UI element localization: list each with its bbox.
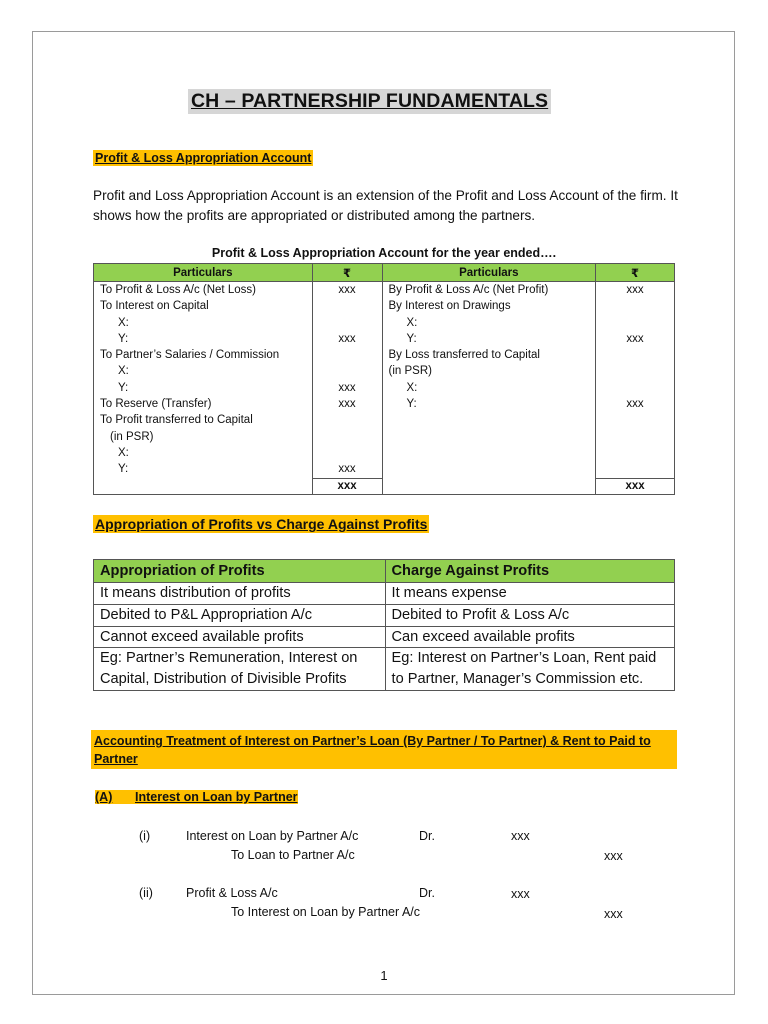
- table-cell: Eg: Interest on Partner’s Loan, Rent paid to Partner, Manager’s Commission etc.: [385, 648, 674, 691]
- debit-amount: xxx: [338, 284, 356, 296]
- intro-paragraph: Profit and Loss Appropriation Account is an extension of the Profit and Loss Account of the firm. It shows how the profits are appropriated or distributed among the partners.: [93, 188, 678, 223]
- total-spacer-right: [382, 478, 596, 494]
- credit-line: By Interest on Drawings: [388, 300, 511, 313]
- appropriation-account-table: [93, 263, 675, 495]
- debit-amount: [319, 347, 376, 363]
- table-row: [94, 604, 675, 626]
- credit-line: Y:: [406, 332, 417, 345]
- header-charge: Charge Against Profits: [385, 560, 674, 583]
- credit-line: X:: [406, 381, 418, 394]
- debit-amount: [319, 412, 376, 428]
- debit-amount: [319, 315, 376, 331]
- header-particulars-left: Particulars: [94, 264, 313, 282]
- entry-debit-amount: xxx: [511, 829, 530, 843]
- credit-particulars: [382, 282, 596, 479]
- credit-amount: xxx: [626, 332, 644, 345]
- entry-credit-account: To Loan to Partner A/c: [231, 848, 355, 862]
- entry-number: (ii): [139, 886, 153, 900]
- table-cell: Debited to Profit & Loss A/c: [385, 604, 674, 626]
- debit-amount: [319, 445, 376, 461]
- total-spacer-left: [94, 478, 313, 494]
- credit-line: By Loss transferred to Capital: [388, 349, 540, 362]
- credit-amount: [602, 298, 668, 314]
- header-particulars-right: Particulars: [382, 264, 596, 282]
- header-amount-left: ₹: [312, 264, 382, 282]
- credit-line: Y:: [406, 398, 417, 411]
- table-row: [94, 648, 675, 691]
- credit-amount: [602, 380, 668, 396]
- debit-line: Y:: [118, 463, 129, 476]
- header-appropriation: Appropriation of Profits: [94, 560, 386, 583]
- subsection-heading: [93, 789, 300, 805]
- total-left: xxx: [312, 478, 382, 494]
- section-heading-comparison: Appropriation of Profits vs Charge Against Profits: [95, 516, 428, 532]
- debit-line: Y:: [118, 332, 129, 345]
- total-right: xxx: [596, 478, 675, 494]
- table-cell: Cannot exceed available profits: [94, 626, 386, 648]
- debit-line: X:: [118, 365, 129, 378]
- debit-amount: [319, 298, 376, 314]
- subsection-number: (A): [95, 790, 135, 804]
- entry-credit-amount: xxx: [604, 849, 623, 863]
- section-heading-appropriation-account: Profit & Loss Appropriation Account: [95, 151, 312, 165]
- credit-line: X:: [406, 316, 418, 329]
- credit-line: (in PSR): [388, 365, 432, 378]
- debit-line: To Reserve (Transfer): [100, 398, 212, 411]
- debit-line: To Partner’s Salaries / Commission: [100, 349, 280, 362]
- entry-credit-amount: xxx: [604, 907, 623, 921]
- credit-amount: [602, 347, 668, 363]
- credit-amount: [602, 315, 668, 331]
- entry-number: (i): [139, 829, 151, 843]
- header-amount-right: ₹: [596, 264, 675, 282]
- entry-debit-account: Interest on Loan by Partner A/c: [186, 829, 359, 843]
- debit-line: X:: [118, 446, 129, 459]
- entry-debit-amount: xxx: [511, 887, 530, 901]
- page-border: [32, 31, 735, 995]
- table-cell: Eg: Partner’s Remuneration, Interest on Capital, Distribution of Divisible Profits: [94, 648, 386, 691]
- debit-line: To Profit transferred to Capital: [100, 414, 253, 427]
- comparison-table: [93, 559, 675, 691]
- debit-line: To Profit & Loss A/c (Net Loss): [100, 284, 256, 296]
- table-cell: Debited to P&L Appropriation A/c: [94, 604, 386, 626]
- debit-amount: xxx: [338, 463, 356, 476]
- debit-amount: xxx: [338, 332, 356, 345]
- section-heading-interest-treatment: Accounting Treatment of Interest on Partner’s Loan (By Partner / To Partner) & Rent to Paid to Partner: [91, 730, 677, 769]
- debit-amount: [319, 429, 376, 445]
- entry-dr: Dr.: [419, 829, 435, 843]
- table-row: [94, 626, 675, 648]
- table-cell: Can exceed available profits: [385, 626, 674, 648]
- credit-amounts: [596, 282, 675, 479]
- debit-line: X:: [118, 316, 129, 329]
- debit-particulars: [94, 282, 313, 479]
- credit-amount: xxx: [626, 284, 644, 296]
- debit-line: Y:: [118, 381, 129, 394]
- debit-amount: xxx: [338, 381, 356, 394]
- credit-line: By Profit & Loss A/c (Net Profit): [388, 284, 549, 296]
- debit-line: (in PSR): [110, 430, 154, 443]
- table-title: Profit & Loss Appropriation Account for the year ended….: [211, 246, 557, 260]
- table-cell: It means expense: [385, 583, 674, 605]
- debit-line: To Interest on Capital: [100, 300, 209, 313]
- page-title: CH – PARTNERSHIP FUNDAMENTALS: [188, 89, 551, 114]
- entry-debit-account: Profit & Loss A/c: [186, 886, 278, 900]
- table-cell: It means distribution of profits: [94, 583, 386, 605]
- entry-dr: Dr.: [419, 886, 435, 900]
- page-number: 1: [380, 968, 388, 983]
- debit-amounts: [312, 282, 382, 479]
- credit-amount: [602, 363, 668, 379]
- credit-amount: xxx: [626, 398, 644, 411]
- entry-credit-account: To Interest on Loan by Partner A/c: [231, 905, 421, 919]
- table-row: [94, 583, 675, 605]
- debit-amount: xxx: [338, 398, 356, 411]
- subsection-title: Interest on Loan by Partner: [135, 790, 298, 804]
- debit-amount: [319, 363, 376, 379]
